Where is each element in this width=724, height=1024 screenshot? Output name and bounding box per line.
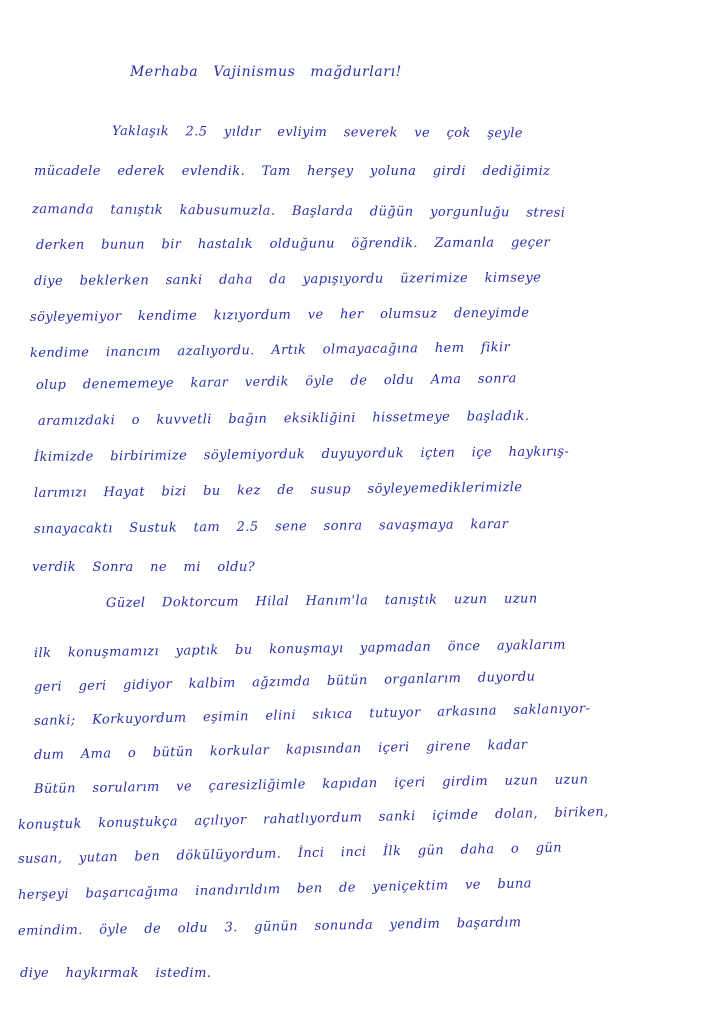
letter-line: aramızdaki o kuvvetli bağın eksikliğini hissetmeye başladık. — [37, 408, 530, 429]
letter-line: konuştuk konuştukça açılıyor rahatlıyordum sanki içimde dolan, biriken, — [17, 804, 609, 833]
letter-line: herşeyi başarıcağıma inandırıldım ben de yeniçektim ve buna — [17, 876, 533, 903]
letter-line: mücadele ederek evlendik. Tam herşey yoluna girdi dediğimiz — [34, 164, 551, 179]
letter-line: Güzel Doktorcum Hilal Hanım'la tanıştık uzun uzun — [105, 591, 538, 611]
letter-line: diye beklerken sanki daha da yapışıyordu üzerimize kimseye — [33, 270, 542, 289]
letter-line: kendime inancım azalıyordu. Artık olmayacağına hem fikir — [29, 340, 511, 361]
letter-line: Yaklaşık 2.5 yıldır evliyim severek ve çok şeyle — [111, 124, 523, 142]
letter-line: İkimizde birbirimize söylemiyorduk duyuyorduk içten içe haykırış- — [33, 444, 570, 465]
letter-line: zamanda tanıştık kabusumuzla. Başlarda düğün yorgunluğu stresi — [31, 202, 566, 221]
letter-line: olup denememeye karar verdik öyle de oldu Ama sonra — [35, 371, 517, 393]
letter-line: sanki; Korkuyordum eşimin elini sıkıca tutuyor arkasına saklanıyor- — [33, 701, 591, 729]
letter-line: diye haykırmak istedim. — [20, 966, 212, 981]
letter-line: derken bunun bir hastalık olduğunu öğrendik. Zamanla geçer — [35, 235, 551, 253]
letter-line: verdik Sonra ne mi oldu? — [32, 560, 256, 575]
letter-line: emindim. öyle de oldu 3. günün sonunda yendim başardım — [17, 915, 522, 939]
letter-line: larımızı Hayat bizi bu kez de susup söyleyemediklerimizle — [33, 480, 523, 501]
letter-line: sınayacaktı Sustuk tam 2.5 sene sonra savaşmaya karar — [33, 517, 509, 537]
letter-line: söyleyemiyor kendime kızıyordum ve her olumsuz deneyimde — [29, 305, 530, 325]
letter-line: geri geri gidiyor kalbim ağzımda bütün organlarım duyordu — [33, 669, 536, 695]
letter-line: ilk konuşmamızı yaptık bu konuşmayı yapmadan önce ayaklarım — [33, 637, 566, 661]
letter-line: susan, yutan ben dökülüyordum. İnci inci İlk gün daha o gün — [17, 840, 563, 867]
letter-line: dum Ama o bütün korkular kapısından içeri girene kadar — [33, 737, 528, 763]
letter-greeting: Merhaba Vajinismus mağdurları! — [130, 64, 402, 80]
letter-line: Bütün sorularım ve çaresizliğimle kapıdan içeri girdim uzun uzun — [33, 772, 589, 797]
